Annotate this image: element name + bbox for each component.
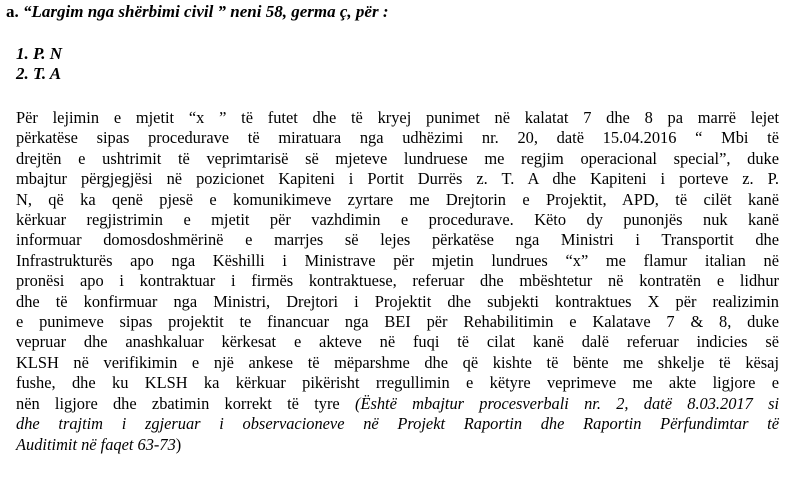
note-text: dhe trajtim i zgjeruar i observacioneve në Projekt Raportin dhe Raportin Përfundimtar të xyxy=(16,414,779,434)
section-heading-title: “Largim nga shërbimi civil ” neni 58, germa ç, për : xyxy=(23,2,389,21)
body-paragraph xyxy=(16,108,779,455)
paragraph-line-with-note xyxy=(16,394,779,414)
section-heading xyxy=(6,2,389,22)
closing-paren: ) xyxy=(175,434,182,454)
paragraph-line: pronësi apo i kontraktuar i firmës kontraktuese, referuar dhe mbështetur në kontratën e lidhur xyxy=(16,271,779,291)
paragraph-line: N, që ka qenë pjesë e komunikimeve zyrtare me Drejtorin e Projektit, APD, të cilët kanë xyxy=(16,189,779,209)
paragraph-line: fushe, dhe ku KLSH ka kërkuar pikërisht rregullimin e këtyre veprimeve me akte ligjore e xyxy=(16,373,779,393)
paragraph-line: vepruar dhe anashkaluar kërkesat e akteve në fuqi të cilat kanë dalë referuar indicies së xyxy=(16,332,779,352)
paragraph-line: dhe të konfirmuar nga Ministri, Drejtori i Projektit dhe subjekti kontraktues X për realizimin xyxy=(16,291,779,311)
note-text: (Është mbajtur procesverbali nr. 2, datë 8.03.2017 si xyxy=(354,393,780,413)
paragraph-line-text: nën ligjore dhe zbatimin korrekt të tyre xyxy=(16,393,355,413)
paragraph-line: Infrastrukturës apo nga Këshilli i Ministrave për mjetin lundrues “x” me flamur italian në xyxy=(16,250,779,270)
paragraph-line: mbajtur përgjegjësi në pozicionet Kapiteni i Portit Durrës z. T. A dhe Kapiteni i porteve z. P. xyxy=(16,169,779,189)
names-list xyxy=(16,44,62,84)
name-item-1: 1. P. N xyxy=(16,44,62,63)
note-line xyxy=(16,414,779,434)
paragraph-line: drejtën e ushtrimit të veprimtarisë së mjeteve lundruese me regjim operacional special”, duke xyxy=(16,148,779,168)
paragraph-line: e punimeve sipas projektit te financuar nga BEI për Rehabilitimin e Kalatave 7 & 8, duke xyxy=(16,312,779,332)
paragraph-line: KLSH në verifikimin e një ankese të mëparshme dhe që kishte të bënte me shkelje të kësaj xyxy=(16,352,779,372)
name-item-2: 2. T. A xyxy=(16,64,62,83)
paragraph-line: kërkuar regjistrimin e mjetit për vazhdimin e procedurave. Këto dy punonjës nuk kanë xyxy=(16,210,779,230)
paragraph-line: përkatëse sipas procedurave të miratuara nga udhëzimi nr. 20, datë 15.04.2016 “ Mbi të xyxy=(16,128,779,148)
section-heading-prefix: a. xyxy=(6,2,23,21)
note-text: Auditimit në faqet 63-73 xyxy=(16,434,176,454)
note-line-last xyxy=(16,435,779,455)
paragraph-line: Për lejimin e mjetit “x ” të futet dhe të kryej punimet në kalatat 7 dhe 8 pa marrë lejet xyxy=(16,108,779,127)
paragraph-line: informuar domosdoshmërinë e marrjes së lejes përkatëse nga Ministri i Transportit dhe xyxy=(16,230,779,250)
